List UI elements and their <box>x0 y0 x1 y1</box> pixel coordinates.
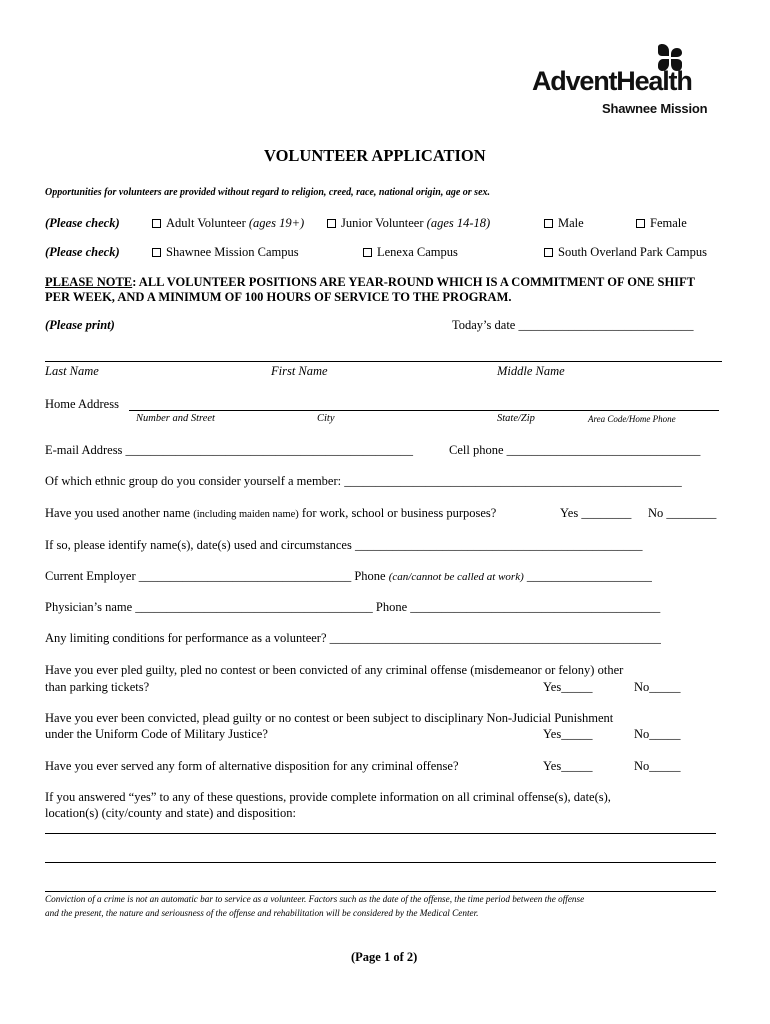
female-option[interactable] <box>636 216 687 231</box>
alternative-question: Have you ever served any form of alternative disposition for any criminal offense? <box>45 759 459 773</box>
conviction-note-line2: and the present, the nature and seriousness of the offense and rehabilitation will be considered by the Medical Center. <box>45 908 479 918</box>
lenexa-campus-label: Lenexa Campus <box>377 245 458 259</box>
other-name-q2: for work, school or business purposes? <box>298 506 497 520</box>
female-label: Female <box>650 216 687 230</box>
employer-field[interactable] <box>45 569 652 584</box>
cell-phone-field[interactable]: Cell phone _______________________________ <box>449 443 701 457</box>
home-phone-label: Area Code/Home Phone <box>588 414 676 424</box>
city-label: City <box>317 413 335 424</box>
please-note-line1: : ALL VOLUNTEER POSITIONS ARE YEAR-ROUND WHICH IS A COMMITMENT OF ONE SHIFT <box>132 275 695 289</box>
military-yes-field[interactable]: Yes_____ <box>543 727 593 741</box>
male-option[interactable] <box>544 216 584 231</box>
page-title: VOLUNTEER APPLICATION <box>264 146 486 165</box>
adult-volunteer-label: Adult Volunteer <box>166 216 246 230</box>
adult-volunteer-checkbox[interactable] <box>152 219 161 228</box>
answer-line-2[interactable] <box>45 862 716 863</box>
name-line[interactable] <box>45 361 722 362</box>
please-note-prefix: PLEASE NOTE <box>45 275 133 289</box>
email-field[interactable]: E-mail Address ______________________________________________ <box>45 443 414 457</box>
junior-volunteer-option[interactable] <box>327 216 490 231</box>
military-question-line2: under the Uniform Code of Military Justice? <box>45 727 268 741</box>
adult-volunteer-option[interactable] <box>152 216 304 231</box>
state-zip-label: State/Zip <box>497 413 535 424</box>
please-note <box>45 275 695 290</box>
male-checkbox[interactable] <box>544 219 553 228</box>
please-print-label: (Please print) <box>45 318 115 332</box>
military-no-field[interactable]: No_____ <box>634 727 681 741</box>
page-number: (Page 1 of 2) <box>351 950 418 964</box>
other-name-yes-field[interactable]: Yes ________ <box>560 506 632 520</box>
if-so-field[interactable]: If so, please identify name(s), date(s) used and circumstances ______________________________________________ <box>45 538 643 552</box>
south-overland-campus-label: South Overland Park Campus <box>558 245 707 259</box>
shawnee-campus-checkbox[interactable] <box>152 248 161 257</box>
last-name-label: Last Name <box>45 364 99 378</box>
middle-name-label: Middle Name <box>497 364 565 378</box>
limiting-conditions-field[interactable]: Any limiting conditions for performance as a volunteer? _____________________________________________________ <box>45 631 661 645</box>
other-name-no-field[interactable]: No ________ <box>648 506 717 520</box>
criminal-no-field[interactable]: No_____ <box>634 680 681 694</box>
alternative-no-field[interactable]: No_____ <box>634 759 681 773</box>
ethnic-group-field[interactable]: Of which ethnic group do you consider yourself a member: ______________________________________________________ <box>45 474 682 488</box>
lenexa-campus-checkbox[interactable] <box>363 248 372 257</box>
male-label: Male <box>558 216 584 230</box>
lenexa-campus-option[interactable] <box>363 245 458 260</box>
criminal-question-line1: Have you ever pled guilty, pled no contest or been convicted of any criminal offense (misdemeanor or felony) other <box>45 663 624 677</box>
disclaimer: Opportunities for volunteers are provided without regard to religion, creed, race, national origin, age or sex. <box>45 187 491 198</box>
conviction-note-line1: Conviction of a crime is not an automatic bar to service as a volunteer. Factors such as the date of the offense, the time period between the offense <box>45 894 585 904</box>
junior-volunteer-checkbox[interactable] <box>327 219 336 228</box>
todays-date-field[interactable]: Today’s date ____________________________ <box>452 318 694 332</box>
if-yes-line2: location(s) (city/county and state) and disposition: <box>45 806 296 820</box>
brand-name: AdventHealth <box>532 66 692 96</box>
shawnee-campus-option[interactable] <box>152 245 299 260</box>
physician-field[interactable]: Physician’s name ______________________________________ Phone ________________________________________ <box>45 600 661 614</box>
please-note-line2: PER WEEK, AND A MINIMUM OF 100 HOURS OF SERVICE TO THE PROGRAM. <box>45 290 512 304</box>
other-name-q1: Have you used another name <box>45 506 194 520</box>
employer-call-note: (can/cannot be called at work) <box>388 571 524 583</box>
adult-ages: (ages 19+) <box>248 216 305 230</box>
junior-volunteer-label: Junior Volunteer <box>341 216 424 230</box>
answer-line-1[interactable] <box>45 833 716 834</box>
south-overland-campus-checkbox[interactable] <box>544 248 553 257</box>
junior-ages: (ages 14-18) <box>426 216 491 230</box>
brand-subtitle: Shawnee Mission <box>602 101 708 116</box>
criminal-yes-field[interactable]: Yes_____ <box>543 680 593 694</box>
employer-label: Current Employer __________________________________ Phone <box>45 569 389 583</box>
other-name-question <box>45 506 496 521</box>
criminal-question-line2: than parking tickets? <box>45 680 150 694</box>
south-overland-campus-option[interactable] <box>544 245 707 260</box>
shawnee-campus-label: Shawnee Mission Campus <box>166 245 299 259</box>
employer-tail: ____________________ <box>523 569 652 583</box>
first-name-label: First Name <box>271 364 328 378</box>
home-address-line[interactable] <box>129 410 719 411</box>
answer-line-3[interactable] <box>45 891 716 892</box>
please-check-label-2: (Please check) <box>45 245 120 259</box>
female-checkbox[interactable] <box>636 219 645 228</box>
military-question-line1: Have you ever been convicted, plead guilty or no contest or been subject to disciplinary Non-Judicial Punishment <box>45 711 614 725</box>
if-yes-line1: If you answered “yes” to any of these questions, provide complete information on all criminal offense(s), date(s), <box>45 790 611 804</box>
home-address-label: Home Address <box>45 397 119 411</box>
alternative-yes-field[interactable]: Yes_____ <box>543 759 593 773</box>
street-label: Number and Street <box>136 413 215 424</box>
please-check-label-1: (Please check) <box>45 216 120 230</box>
other-name-small: (including maiden name) <box>193 509 299 520</box>
